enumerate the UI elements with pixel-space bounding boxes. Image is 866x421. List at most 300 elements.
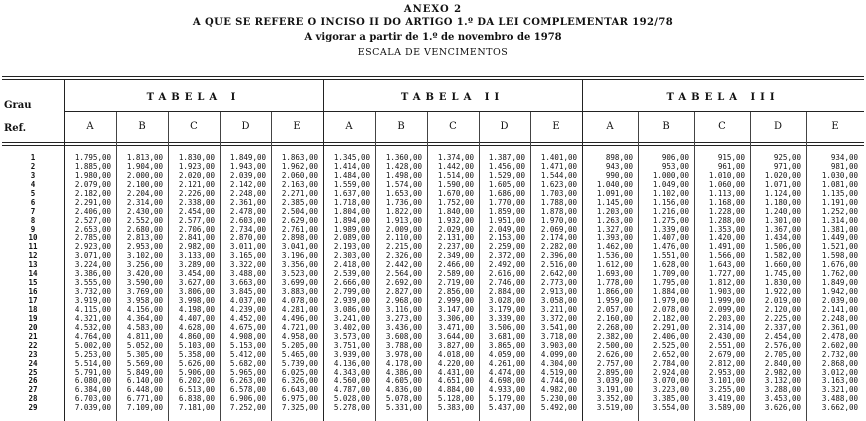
table-cell: 6.448,00 (126, 385, 163, 395)
table-cell: 3.958,00 (126, 296, 163, 305)
table-cell: 2.204,00 (126, 188, 163, 198)
table-cell: 3.845,00 (229, 287, 266, 297)
table-cell: 2.442,00 (385, 260, 422, 270)
table-cell: 6.975,00 (281, 394, 318, 404)
table-cell: 3.978,00 (385, 349, 422, 359)
table-cell: 1.471,00 (540, 161, 577, 171)
table-cell: 2.163,00 (281, 179, 318, 189)
table-cell: 1.590,00 (437, 179, 474, 189)
ref-number: 12 (28, 251, 38, 261)
table-cell: 1.703,00 (540, 188, 577, 198)
table-cell: 2.060,00 (281, 170, 318, 180)
table-cell: 5.965,00 (229, 367, 266, 377)
table-cell: 1.030,00 (821, 170, 858, 180)
table-cell: 3.626,00 (764, 403, 801, 413)
table-cell: 3.288,00 (764, 385, 801, 395)
table-cell: 2.923,00 (74, 242, 111, 252)
table-cell: 5.153,00 (229, 340, 266, 350)
scale-title: ESCALA DE VENCIMENTOS (357, 47, 509, 58)
table-cell: 2.174,00 (540, 233, 577, 243)
ref-number: 14 (28, 269, 38, 279)
table-cell: 2.100,00 (126, 179, 163, 189)
table-cell: 1.191,00 (821, 197, 858, 207)
table-cell: 3.827,00 (437, 340, 474, 350)
table-cell: 1.040,00 (596, 179, 633, 189)
values-t2-c (429, 154, 474, 413)
table-cell: 6.906,00 (229, 394, 266, 404)
table-cell: 3.191,00 (596, 385, 633, 395)
table-cell: 1.216,00 (652, 206, 689, 216)
table-cell: 2.291,00 (652, 322, 689, 332)
table-cell: 1.449,00 (821, 233, 858, 243)
table-cell: 1.979,00 (652, 296, 689, 305)
ref-number: 5 (30, 188, 36, 198)
table-cell: 2.314,00 (126, 197, 163, 207)
table-cell: 5.412,00 (229, 349, 266, 359)
table-cell: 2.705,00 (764, 349, 801, 359)
table-cell: 2.868,00 (821, 358, 858, 368)
table-cell: 2.069,00 (540, 224, 577, 234)
table-cell: 3.101,00 (708, 376, 745, 386)
table-cell: 3.132,00 (764, 376, 801, 386)
table-cell: 4.115,00 (74, 304, 111, 314)
table-cell: 2.079,00 (74, 179, 111, 189)
table-cell: 1.544,00 (540, 170, 577, 180)
table-cell: 2.203,00 (708, 313, 745, 323)
table-cell: 4.884,00 (437, 385, 474, 395)
table-cell: 1.813,00 (126, 153, 163, 162)
top-rule-2 (2, 79, 864, 80)
table-cell: 4.099,00 (540, 349, 577, 359)
col-separator (116, 112, 117, 421)
table-cell: 2.361,00 (821, 322, 858, 332)
table-cell: 2.193,00 (333, 242, 370, 252)
table-cell: 3.289,00 (178, 260, 215, 270)
table-cell: 1.314,00 (821, 215, 858, 225)
table-cell: 4.156,00 (126, 304, 163, 314)
table-cell: 2.314,00 (708, 322, 745, 332)
table-cell: 2.382,00 (596, 331, 633, 341)
table-cell: 3.147,00 (437, 304, 474, 314)
table-cell: 1.228,00 (708, 206, 745, 216)
table-cell: 1.529,00 (488, 170, 525, 180)
values-t1-d (222, 154, 266, 413)
table-cell: 4.178,00 (385, 358, 422, 368)
table-cell: 3.751,00 (333, 340, 370, 350)
table-cell: 4.261,00 (488, 358, 525, 368)
col-separator (375, 112, 376, 421)
table-cell: 3.903,00 (540, 340, 577, 350)
table-cell: 1.903,00 (708, 287, 745, 297)
table-cell: 2.761,00 (281, 224, 318, 234)
table-cell: 2.895,00 (596, 367, 633, 377)
table-cell: 1.536,00 (596, 251, 633, 261)
table-cell: 4.343,00 (333, 367, 370, 377)
table-cell: 2.430,00 (126, 206, 163, 216)
table-cell: 6.140,00 (126, 376, 163, 386)
header-rule-1 (2, 142, 864, 143)
table-cell: 3.608,00 (385, 331, 422, 341)
table-cell: 3.488,00 (821, 394, 858, 404)
table-cell: 3.589,00 (708, 403, 745, 413)
table-cell: 2.982,00 (178, 242, 215, 252)
table-cell: 5.569,00 (126, 358, 163, 368)
table-cell: 2.291,00 (74, 197, 111, 207)
table-cell: 1.866,00 (596, 287, 633, 297)
table-cell: 1.878,00 (540, 206, 577, 216)
table-cell: 1.830,00 (178, 153, 215, 162)
ref-number: 15 (28, 278, 38, 288)
values-t2-d (481, 154, 525, 413)
col-separator (220, 112, 221, 421)
table-cell: 2.602,00 (821, 340, 858, 350)
table-cell: 2.029,00 (437, 224, 474, 234)
table-cell: 3.865,00 (488, 340, 525, 350)
table-cell: 2.629,00 (281, 215, 318, 225)
table-cell: 1.943,00 (229, 161, 266, 171)
table-cell: 2.732,00 (821, 349, 858, 359)
table-cell: 4.908,00 (229, 331, 266, 341)
table-cell: 2.019,00 (764, 296, 801, 305)
col-head-t1-a: A (86, 121, 94, 132)
table-cell: 3.436,00 (385, 322, 422, 332)
ref-number: 13 (28, 260, 38, 270)
table-cell: 4.651,00 (437, 376, 474, 386)
col-head-t2-a: A (345, 121, 353, 132)
table-cell: 1.476,00 (652, 242, 689, 252)
table-cell: 4.452,00 (229, 313, 266, 323)
table-cell: 1.374,00 (437, 153, 474, 162)
table-cell: 4.982,00 (540, 385, 577, 395)
table-cell: 2.603,00 (229, 215, 266, 225)
table-cell: 1.628,00 (652, 260, 689, 270)
table-cell: 1.959,00 (596, 296, 633, 305)
table-cell: 3.211,00 (540, 304, 577, 314)
table-cell: 934,00 (830, 153, 858, 162)
table-cell: 3.662,00 (821, 403, 858, 413)
table-cell: 1.387,00 (488, 153, 525, 162)
table-cell: 5.205,00 (281, 340, 318, 350)
table-cell: 3.306,00 (437, 313, 474, 323)
values-t3-b (640, 154, 689, 413)
table-cell: 5.791,00 (74, 367, 111, 377)
table-cell: 6.578,00 (229, 385, 266, 395)
table-cell: 4.386,00 (385, 367, 422, 377)
table-cell: 5.253,00 (74, 349, 111, 359)
table-cell: 1.145,00 (596, 197, 633, 207)
table-cell: 1.643,00 (708, 260, 745, 270)
table-cell: 6.771,00 (126, 394, 163, 404)
ref-number: 4 (30, 179, 36, 189)
table-cell: 6.263,00 (229, 376, 266, 386)
table-cell: 6.025,00 (281, 367, 318, 377)
table-cell: 1.263,00 (596, 215, 633, 225)
table-cell: 3.471,00 (437, 322, 474, 332)
table-cell: 1.521,00 (821, 242, 858, 252)
table-cell: 1.637,00 (333, 188, 370, 198)
ref-number: 26 (28, 376, 38, 386)
ref-number: 17 (28, 296, 38, 305)
table-cell: 1.401,00 (540, 153, 577, 162)
table-cell: 2.057,00 (596, 304, 633, 314)
table-cell: 4.321,00 (74, 313, 111, 323)
table-cell: 4.605,00 (385, 376, 422, 386)
table-cell: 1.752,00 (437, 197, 474, 207)
table-cell: 1.049,00 (652, 179, 689, 189)
table-cell: 990,00 (605, 170, 633, 180)
table-cell: 2.527,00 (74, 215, 111, 225)
table-cell: 5.002,00 (74, 340, 111, 350)
table-cell: 4.628,00 (178, 322, 215, 332)
table-name-rule (64, 111, 864, 112)
col-separator (427, 112, 428, 421)
table-cell: 2.160,00 (596, 313, 633, 323)
ref-number: 22 (28, 340, 38, 350)
table-cell: 4.078,00 (281, 296, 318, 305)
table-cell: 2.259,00 (488, 242, 525, 252)
ref-number: 29 (28, 403, 38, 413)
table-cell: 3.788,00 (385, 340, 422, 350)
table-cell: 1.360,00 (385, 153, 422, 162)
table-cell: 1.582,00 (764, 251, 801, 261)
table-cell: 3.179,00 (488, 304, 525, 314)
table-cell: 4.136,00 (333, 358, 370, 368)
table-cell: 2.120,00 (764, 304, 801, 314)
table-cell: 3.321,00 (821, 385, 858, 395)
table-cell: 1.060,00 (708, 179, 745, 189)
table-cell: 1.414,00 (333, 161, 370, 171)
table-cell: 3.028,00 (488, 296, 525, 305)
ref-number: 18 (28, 304, 38, 314)
table-cell: 5.358,00 (178, 349, 215, 359)
table-cell: 3.070,00 (652, 376, 689, 386)
table-cell: 1.456,00 (488, 161, 525, 171)
table-cell: 2.841,00 (178, 233, 215, 243)
table-cell: 4.532,00 (74, 322, 111, 332)
table-cell: 4.764,00 (74, 331, 111, 341)
table-cell: 2.999,00 (437, 296, 474, 305)
table-cell: 5.331,00 (385, 403, 422, 413)
table-cell: 2.215,00 (385, 242, 422, 252)
table-cell: 3.385,00 (652, 394, 689, 404)
table-cell: 2.500,00 (596, 340, 633, 350)
ref-number: 6 (30, 197, 36, 207)
table-cell: 2.338,00 (178, 197, 215, 207)
table-cell: 1.904,00 (126, 161, 163, 171)
table-cell: 4.721,00 (281, 322, 318, 332)
table-cell: 2.089,00 (333, 233, 370, 243)
table-cell: 3.919,00 (74, 296, 111, 305)
table-cell: 2.812,00 (708, 358, 745, 368)
table-cell: 6.326,00 (281, 376, 318, 386)
table-cell: 1.770,00 (488, 197, 525, 207)
ref-number: 24 (28, 358, 38, 368)
table-cell: 1.301,00 (764, 215, 801, 225)
col-head-t3-a: A (606, 121, 614, 132)
table-cell: 5.078,00 (385, 394, 422, 404)
table-cell: 2.182,00 (74, 188, 111, 198)
table-cell: 2.552,00 (126, 215, 163, 225)
table-cell: 1.942,00 (821, 287, 858, 297)
table-cell: 1.951,00 (488, 215, 525, 225)
table-cell: 2.454,00 (178, 206, 215, 216)
table-cell: 3.011,00 (229, 242, 266, 252)
table-cell: 7.181,00 (178, 403, 215, 413)
table-cell: 1.407,00 (652, 233, 689, 243)
table-cell: 1.859,00 (488, 206, 525, 216)
table-cell: 2.616,00 (488, 269, 525, 279)
table-cell: 2.478,00 (821, 331, 858, 341)
col-head-t3-b: B (662, 121, 670, 132)
table-cell: 3.718,00 (540, 331, 577, 341)
table-cell: 4.811,00 (126, 331, 163, 341)
table-cell: 3.256,00 (126, 260, 163, 270)
table-cell: 4.474,00 (488, 367, 525, 377)
table-cell: 2.248,00 (229, 188, 266, 198)
table-cell: 1.788,00 (540, 197, 577, 207)
table-cell: 1.822,00 (385, 206, 422, 216)
table-cell: 3.681,00 (488, 331, 525, 341)
table-cell: 2.248,00 (821, 313, 858, 323)
table-cell: 2.492,00 (488, 260, 525, 270)
table-cell: 3.352,00 (596, 394, 633, 404)
table-cell: 1.327,00 (596, 224, 633, 234)
ref-number: 10 (28, 233, 38, 243)
table-cell: 3.273,00 (385, 313, 422, 323)
col-separator (806, 112, 807, 421)
table-cell: 1.393,00 (596, 233, 633, 243)
col-separator (750, 112, 751, 421)
table-cell: 1.884,00 (652, 287, 689, 297)
col-separator (638, 112, 639, 421)
table-cell: 1.830,00 (764, 278, 801, 288)
table-cell: 1.071,00 (764, 179, 801, 189)
table-cell: 4.860,00 (178, 331, 215, 341)
table-cell: 4.364,00 (126, 313, 163, 323)
table-cell: 2.813,00 (126, 233, 163, 243)
table-cell: 5.128,00 (437, 394, 474, 404)
ref-number: 28 (28, 394, 38, 404)
table-cell: 1.091,00 (596, 188, 633, 198)
table-cell: 1.849,00 (229, 153, 266, 162)
ref-number: 20 (28, 322, 38, 332)
table-cell: 2.078,00 (652, 304, 689, 314)
table-cell: 2.734,00 (229, 224, 266, 234)
table-cell: 2.271,00 (281, 188, 318, 198)
table-cell: 4.018,00 (437, 349, 474, 359)
table-cell: 2.692,00 (385, 278, 422, 288)
table-cell: 3.420,00 (126, 269, 163, 279)
ref-number: 2 (30, 161, 36, 171)
table-cell: 7.252,00 (229, 403, 266, 413)
ref-number: 23 (28, 349, 38, 359)
table-cell: 3.102,00 (126, 251, 163, 261)
table-cell: 4.037,00 (229, 296, 266, 305)
values-t3-d (752, 154, 801, 413)
table-cell: 1.670,00 (437, 188, 474, 198)
table-cell: 1.762,00 (821, 269, 858, 279)
table-cell: 2.049,00 (488, 224, 525, 234)
table-cell: 3.554,00 (652, 403, 689, 413)
table-cell: 2.237,00 (437, 242, 474, 252)
col-head-t2-d: D (500, 121, 509, 132)
table-cell: 3.541,00 (540, 322, 577, 332)
table-cell: 4.431,00 (437, 367, 474, 377)
table-cell: 1.252,00 (821, 206, 858, 216)
table-cell: 2.746,00 (488, 278, 525, 288)
table-cell: 3.255,00 (708, 385, 745, 395)
table-cell: 1.010,00 (708, 170, 745, 180)
table-cell: 2.827,00 (385, 287, 422, 297)
table-cell: 953,00 (661, 161, 689, 171)
ref-number: 27 (28, 385, 38, 395)
ref-number: 21 (28, 331, 38, 341)
table-cell: 1.812,00 (708, 278, 745, 288)
table-cell: 3.163,00 (821, 376, 858, 386)
col-head-t1-c: C (190, 121, 198, 132)
table-cell: 3.454,00 (178, 269, 215, 279)
col-separator (694, 112, 695, 421)
table-cell: 5.278,00 (333, 403, 370, 413)
header-rule-2 (2, 145, 864, 146)
table-cell: 2.282,00 (540, 242, 577, 252)
ref-column (2, 154, 64, 413)
table-cell: 1.353,00 (708, 224, 745, 234)
table-cell: 5.230,00 (540, 394, 577, 404)
table-cell: 4.560,00 (333, 376, 370, 386)
col-head-t1-e: E (293, 121, 301, 132)
values-t1-a (66, 154, 111, 413)
ref-number: 19 (28, 313, 38, 323)
tabela-3-name: TABELA III (666, 92, 780, 103)
table-cell: 1.339,00 (652, 224, 689, 234)
table-cell: 3.039,00 (596, 376, 633, 386)
table-cell: 2.396,00 (540, 251, 577, 261)
table-cell: 1.623,00 (540, 179, 577, 189)
table-cell: 3.555,00 (74, 278, 111, 288)
table-cell: 1.484,00 (333, 170, 370, 180)
table-cell: 3.241,00 (333, 313, 370, 323)
table-cell: 1.660,00 (764, 260, 801, 270)
table-cell: 3.322,00 (229, 260, 266, 270)
table-cell: 1.863,00 (281, 153, 318, 162)
ref-number: 3 (30, 170, 36, 180)
table-cell: 4.744,00 (540, 376, 577, 386)
table-cell: 3.523,00 (281, 269, 318, 279)
col-head-t3-d: D (773, 121, 783, 132)
table-cell: 5.052,00 (126, 340, 163, 350)
table-cell: 961,00 (717, 161, 745, 171)
table-cell: 2.303,00 (333, 251, 370, 261)
table-cell: 1.381,00 (821, 224, 858, 234)
ref-label: Ref. (4, 123, 27, 134)
table-cell: 3.488,00 (229, 269, 266, 279)
table-cell: 4.239,00 (229, 304, 266, 314)
table-cell: 3.116,00 (385, 304, 422, 314)
table-cell: 6.384,00 (74, 385, 111, 395)
table-cell: 4.198,00 (178, 304, 215, 314)
table-cell: 1.203,00 (596, 206, 633, 216)
table-cell: 1.885,00 (74, 161, 111, 171)
table-cell: 1.999,00 (708, 296, 745, 305)
table-cell: 4.675,00 (229, 322, 266, 332)
table-cell: 4.698,00 (488, 376, 525, 386)
table-cell: 3.590,00 (126, 278, 163, 288)
table-cell: 2.968,00 (385, 296, 422, 305)
table-cell: 5.849,00 (126, 367, 163, 377)
table-cell: 4.787,00 (333, 385, 370, 395)
table-cell: 2.406,00 (74, 206, 111, 216)
